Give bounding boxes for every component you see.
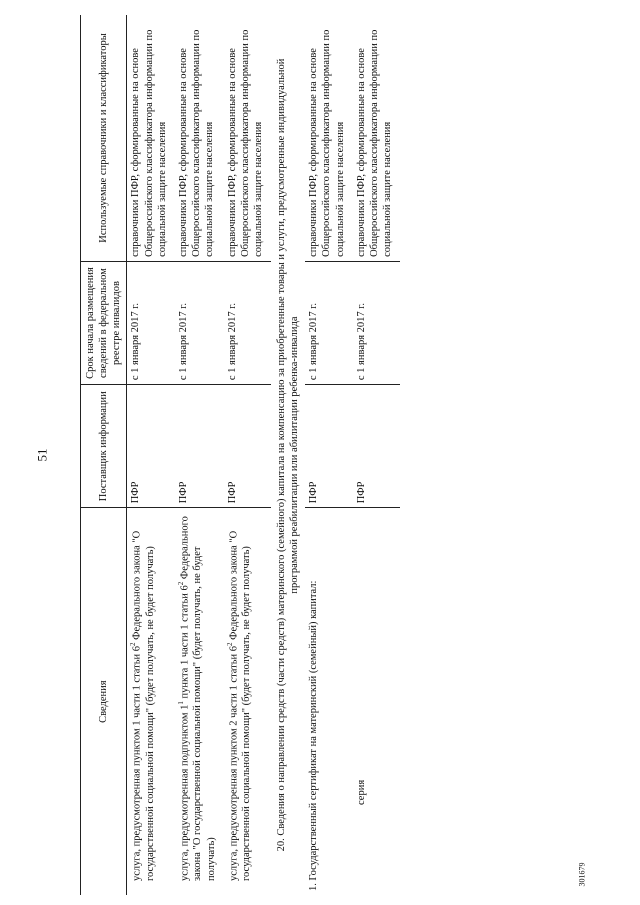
- section-title: 20. Сведения о направлении средств (части средств) материнского (семейного) капитала на компенсацию за приобретенные товары и услуги, предусмотренные индивидуальной программой реабилитации или абилитации ребенка-инвалида: [276, 58, 301, 852]
- header-supplier: Поставщик информации: [81, 385, 127, 508]
- cell-date: с 1 января 2017 г.: [175, 261, 224, 384]
- cell-refs: справочники ПФР, сформированные на основе Общероссийского классификатора информации по социальной защите населения: [175, 15, 224, 261]
- cell-info: серия: [355, 779, 367, 805]
- section-row: [271, 15, 305, 895]
- table-row: [305, 15, 352, 895]
- header-date: Срок начала размещения сведений в федеральном реестре инвалидов: [81, 261, 127, 384]
- header-refs: Используемые справочники и классификаторы: [81, 15, 127, 261]
- cell-supplier: ПФР: [224, 385, 271, 508]
- cell-info: 1. Государственный сертификат на материнский (семейный) капитал:: [308, 580, 320, 891]
- cell-refs: справочники ПФР, сформированные на основе Общероссийского классификатора информации по социальной защите населения: [224, 15, 271, 261]
- cell-supplier: ПФР: [305, 385, 352, 508]
- info-text: Федерального закона "О государственной социальной помощи" (будет получать, не будет получать): [228, 530, 253, 881]
- info-text: услуга, предусмотренная пунктом 2 части 1 статьи 6: [228, 645, 240, 881]
- info-text: услуга, предусмотренная пунктом 1 части 1 статьи 6: [131, 645, 143, 881]
- cell-info: [175, 508, 224, 895]
- cell-refs: справочники ПФР, сформированные на основе Общероссийского классификатора информации по социальной защите населения: [127, 15, 175, 261]
- table-row: [127, 15, 175, 895]
- table-row: [353, 15, 400, 895]
- info-text: Федерального закона "О государственной социальной помощи" (будет получать, не будет получать): [131, 530, 156, 881]
- table-row: [224, 15, 271, 895]
- info-text: Федерального закона "О государственной социальной помощи" (будет получать, не будет получать): [179, 516, 217, 881]
- page-number: 51: [34, 448, 50, 462]
- table-row: [175, 15, 224, 895]
- cell-supplier: ПФР: [353, 385, 400, 508]
- cell-info: [127, 508, 175, 895]
- header-info: Сведения: [81, 508, 127, 895]
- cell-refs: справочники ПФР, сформированные на основе Общероссийского классификатора информации по социальной защите населения: [353, 15, 400, 261]
- info-table: [80, 15, 400, 895]
- superscript: 1: [176, 701, 185, 705]
- cell-refs: справочники ПФР, сформированные на основе Общероссийского классификатора информации по социальной защите населения: [305, 15, 352, 261]
- rotated-table-page: [80, 15, 640, 895]
- info-text: пункта 1 части 1 статьи 6: [179, 585, 191, 702]
- superscript: 2: [176, 581, 185, 586]
- cell-date: с 1 января 2017 г.: [305, 261, 352, 384]
- cell-supplier: ПФР: [127, 385, 175, 508]
- info-text: услуга, предусмотренная подпунктом 1: [179, 704, 191, 881]
- superscript: 2: [129, 642, 138, 646]
- document-code: 301679: [577, 862, 587, 887]
- cell-date: с 1 января 2017 г.: [127, 261, 175, 384]
- cell-date: с 1 января 2017 г.: [353, 261, 400, 384]
- superscript: 2: [225, 642, 234, 646]
- cell-supplier: ПФР: [175, 385, 224, 508]
- table-header-row: [81, 15, 127, 895]
- cell-date: с 1 января 2017 г.: [224, 261, 271, 384]
- cell-info: [224, 508, 271, 895]
